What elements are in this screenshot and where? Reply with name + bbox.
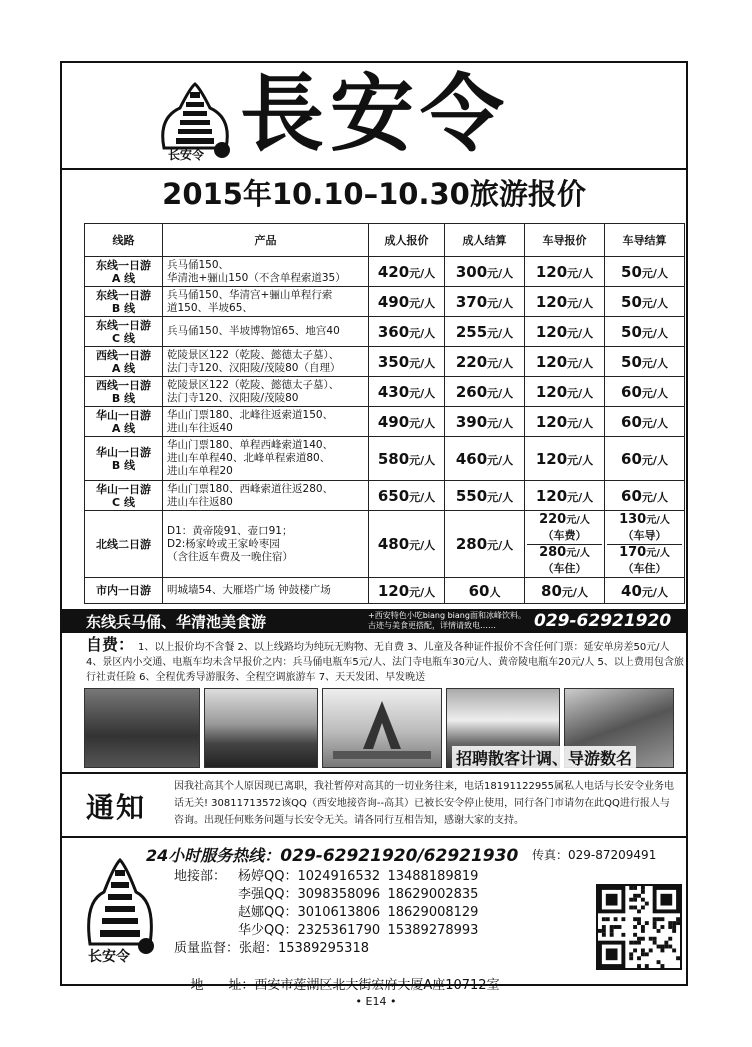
product-cell: 华山门票180、单程西峰索道140、 进山车单程40、北峰单程索道80、 进山车单程20 bbox=[163, 437, 369, 481]
guide-settle-cell: 50元/人 bbox=[605, 347, 685, 377]
product-cell: 乾陵景区122（乾陵、懿德太子墓）、 法门寺120、汉阳陵/茂陵80 bbox=[163, 377, 369, 407]
hotline-label: 24小时服务热线： bbox=[146, 846, 281, 865]
table-row bbox=[85, 377, 685, 407]
contact-person: 杨婷QQ：1024916532 13488189819 bbox=[238, 869, 479, 884]
table-header-row bbox=[85, 224, 685, 257]
table-row bbox=[85, 578, 685, 604]
guide-price-cell: 120元/人 bbox=[525, 317, 605, 347]
guide-settle-cell: 50元/人 bbox=[605, 287, 685, 317]
route-cell: 北线二日游 bbox=[85, 511, 163, 578]
product-cell: 兵马俑150、半坡博物馆65、地宫40 bbox=[163, 317, 369, 347]
adult-price-cell: 350元/人 bbox=[369, 347, 445, 377]
guide-settle-cell: 50元/人 bbox=[605, 257, 685, 287]
page-headline: 2015年10.10–10.30旅游报价 bbox=[162, 177, 586, 211]
guide-price-cell: 120元/人 bbox=[525, 377, 605, 407]
table-row bbox=[85, 407, 685, 437]
quality-label: 质量监督： bbox=[174, 941, 240, 956]
adult-price-cell: 420元/人 bbox=[369, 257, 445, 287]
product-cell: 乾陵景区122（乾陵、懿德太子墓）、 法门寺120、汉阳陵/茂陵80（自理） bbox=[163, 347, 369, 377]
quality-value: 张超：15389295318 bbox=[239, 941, 369, 956]
recruit-text: 招聘散客计调、导游数名 bbox=[452, 746, 636, 769]
address-label: 地 址： bbox=[190, 978, 255, 993]
notes-text: 1、以上报价均不含餐 2、以上线路均为纯玩无购物、无自费 3、儿童及各种证件报价不含任何门票：延安单房差50元/人 4、景区内小交通、电瓶车均未含早报价之内：兵马俑电瓶车5元/人、法门寺电瓶车30元/人、黄帝陵电瓶车20元/人 5、以上费用包含旅行社责任险 6、全程优秀导游服务、全程空调旅游车 7、天天发团、早发晚送 bbox=[86, 642, 684, 683]
table-row bbox=[85, 317, 685, 347]
adult-price-cell: 650元/人 bbox=[369, 481, 445, 511]
price-table bbox=[84, 223, 685, 604]
adult-settle-cell: 260元/人 bbox=[445, 377, 525, 407]
col-guide-price: 车导报价 bbox=[525, 224, 605, 257]
adult-settle-cell: 255元/人 bbox=[445, 317, 525, 347]
monument-shape-icon bbox=[323, 689, 441, 767]
table-row bbox=[85, 481, 685, 511]
adult-price-cell: 480元/人 bbox=[369, 511, 445, 578]
adult-price-cell: 360元/人 bbox=[369, 317, 445, 347]
guide-price-cell: 120元/人 bbox=[525, 257, 605, 287]
fax-label: 传真： bbox=[532, 848, 569, 862]
guide-price-cell: 120元/人 bbox=[525, 481, 605, 511]
notes-label: 自费： bbox=[86, 635, 135, 654]
notice-title: 通知 bbox=[86, 791, 147, 824]
adult-settle-cell: 280元/人 bbox=[445, 511, 525, 578]
adult-price-cell: 490元/人 bbox=[369, 287, 445, 317]
contact-person: 李强QQ：3098358096 18629002835 bbox=[238, 887, 479, 902]
table-row bbox=[85, 511, 685, 578]
guide-settle-cell: 60元/人 bbox=[605, 377, 685, 407]
guide-price-cell: 120元/人 bbox=[525, 347, 605, 377]
route-cell: 东线一日游 A 线 bbox=[85, 257, 163, 287]
adult-settle-cell: 370元/人 bbox=[445, 287, 525, 317]
route-cell: 华山一日游 B 线 bbox=[85, 437, 163, 481]
photo-monument bbox=[322, 688, 442, 768]
fax bbox=[532, 846, 656, 863]
dept-label: 地接部： bbox=[174, 869, 227, 884]
adult-settle-cell: 460元/人 bbox=[445, 437, 525, 481]
product-cell: 兵马俑150、 华清池+骊山150（不含单程索道35） bbox=[163, 257, 369, 287]
hotline-number: 029-62921920/62921930 bbox=[280, 846, 519, 866]
contact-person: 华少QQ：2325361790 15389278993 bbox=[238, 923, 479, 938]
qr-code-icon bbox=[596, 884, 682, 970]
banner-main: 东线兵马俑、华清池美食游 bbox=[86, 613, 267, 631]
quality-row bbox=[174, 940, 369, 958]
contact-logo-caption: 长安令 bbox=[88, 949, 130, 965]
adult-price-cell: 580元/人 bbox=[369, 437, 445, 481]
col-route: 线路 bbox=[85, 224, 163, 257]
guide-price-cell: 220元/人 （车费） 280元/人 （车住） bbox=[525, 511, 605, 578]
adult-price-cell: 120元/人 bbox=[369, 578, 445, 604]
route-cell: 西线一日游 A 线 bbox=[85, 347, 163, 377]
product-cell: 明城墙54、大雁塔广场 钟鼓楼广场 bbox=[163, 578, 369, 604]
header-divider bbox=[62, 168, 686, 170]
adult-price-cell: 490元/人 bbox=[369, 407, 445, 437]
route-cell: 东线一日游 C 线 bbox=[85, 317, 163, 347]
page-number: • E14 • bbox=[355, 995, 397, 1008]
notice-box bbox=[62, 772, 686, 838]
col-adult-settle: 成人结算 bbox=[445, 224, 525, 257]
logo-caption: 长安令 bbox=[168, 148, 205, 162]
table-row bbox=[85, 287, 685, 317]
adult-settle-cell: 60人 bbox=[445, 578, 525, 604]
banner-phone: 029-62921920 bbox=[534, 611, 672, 631]
brand-title: 長安令 bbox=[240, 64, 511, 163]
col-guide-settle: 车导结算 bbox=[605, 224, 685, 257]
hotline bbox=[146, 843, 518, 866]
adult-price-cell: 430元/人 bbox=[369, 377, 445, 407]
guide-price-cell: 120元/人 bbox=[525, 407, 605, 437]
contact-person: 赵娜QQ：3010613806 18629008129 bbox=[238, 905, 479, 920]
product-cell: 兵马俑150、华清宫+骊山单程行索 道150、半坡65、 bbox=[163, 287, 369, 317]
guide-settle-cell: 50元/人 bbox=[605, 317, 685, 347]
banner-sub: +西安特色小吃biang biang面和冰峰饮料。 古迹与美食更搭配，详情请致电…… bbox=[368, 611, 526, 630]
product-cell: 华山门票180、西峰索道往返280、 进山车往返80 bbox=[163, 481, 369, 511]
guide-price-cell: 120元/人 bbox=[525, 437, 605, 481]
guide-settle-cell: 130元/人 （车导） 170元/人 （车住） bbox=[605, 511, 685, 578]
route-cell: 华山一日游 C 线 bbox=[85, 481, 163, 511]
notice-text: 因我社高其个人原因现已离职，我社暂停对高其的一切业务往来，电话18191122955属私人电话与长安令业务电话无关! 3081171357​2该QQ（西安地接咨询--高其）已被长安令停止使用，同行各门市请勿在此QQ进行报人与咨询。出现任何账务问题与长安令无关。请各同行互相告知，感谢大家的支持。 bbox=[174, 781, 674, 826]
col-product: 产品 bbox=[163, 224, 369, 257]
address-value: 西安市莲湖区北大街宏府大厦A座10712室 bbox=[254, 978, 500, 993]
product-cell: 华山门票180、北峰往返索道150、 进山车往返40 bbox=[163, 407, 369, 437]
promo-banner bbox=[62, 609, 686, 633]
table-row bbox=[85, 347, 685, 377]
adult-settle-cell: 390元/人 bbox=[445, 407, 525, 437]
route-cell: 市内一日游 bbox=[85, 578, 163, 604]
photo-terracotta bbox=[84, 688, 200, 768]
guide-settle-cell: 60元/人 bbox=[605, 407, 685, 437]
guide-price-cell: 120元/人 bbox=[525, 287, 605, 317]
product-cell: D1：黄帝陵91、壶口91； D2:杨家岭或王家岭枣园 （含往返车费及一晚住宿） bbox=[163, 511, 369, 578]
adult-settle-cell: 220元/人 bbox=[445, 347, 525, 377]
contact-section bbox=[62, 838, 686, 993]
fax-number: 029-87209491 bbox=[568, 848, 657, 862]
route-cell: 华山一日游 A 线 bbox=[85, 407, 163, 437]
adult-settle-cell: 300元/人 bbox=[445, 257, 525, 287]
guide-price-cell: 80元/人 bbox=[525, 578, 605, 604]
table-row bbox=[85, 257, 685, 287]
adult-settle-cell: 550元/人 bbox=[445, 481, 525, 511]
guide-settle-cell: 60元/人 bbox=[605, 481, 685, 511]
guide-settle-cell: 60元/人 bbox=[605, 437, 685, 481]
route-cell: 西线一日游 B 线 bbox=[85, 377, 163, 407]
col-adult-price: 成人报价 bbox=[369, 224, 445, 257]
guide-settle-cell: 40元/人 bbox=[605, 578, 685, 604]
notes-block bbox=[86, 637, 686, 685]
photo-temple bbox=[204, 688, 318, 768]
route-cell: 东线一日游 B 线 bbox=[85, 287, 163, 317]
table-row bbox=[85, 437, 685, 481]
